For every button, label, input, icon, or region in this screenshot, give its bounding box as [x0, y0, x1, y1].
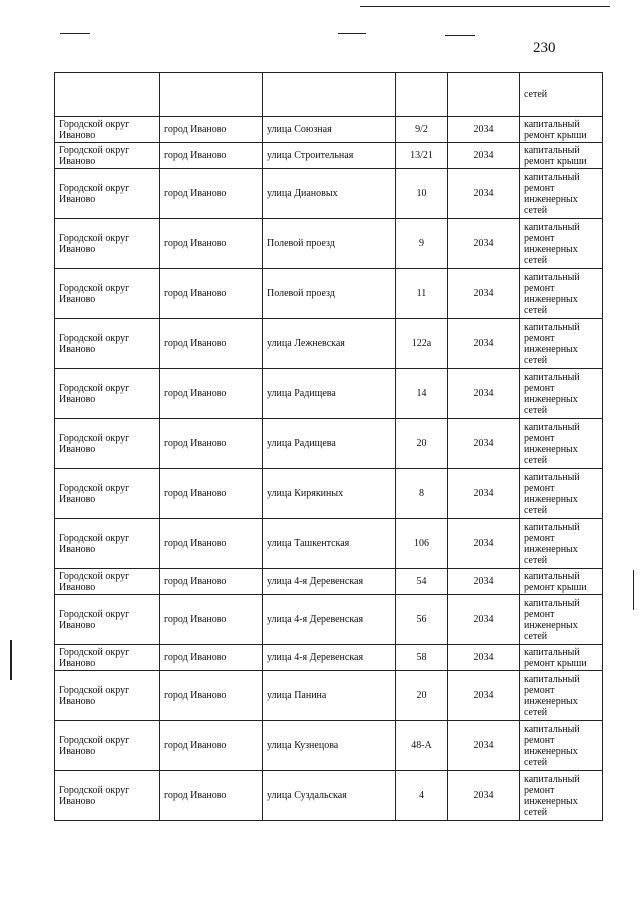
- city-cell: город Иваново: [160, 143, 263, 169]
- work-cell: капитальный ремонт инженерных сетей: [520, 269, 603, 319]
- scan-artifact-line: [10, 640, 12, 680]
- district-cell: Городской округ Иваново: [55, 219, 160, 269]
- work-cell: капитальный ремонт крыши: [520, 569, 603, 595]
- street-cell: Полевой проезд: [263, 269, 396, 319]
- housing-repair-table: [54, 72, 603, 821]
- district-cell: Городской округ Иваново: [55, 143, 160, 169]
- house-cell: 11: [396, 269, 448, 319]
- city-cell: город Иваново: [160, 569, 263, 595]
- continued-row: [55, 73, 603, 117]
- work-cell: капитальный ремонт инженерных сетей: [520, 595, 603, 645]
- house-cell: 8: [396, 469, 448, 519]
- house-cell: [396, 73, 448, 117]
- work-cell: капитальный ремонт инженерных сетей: [520, 319, 603, 369]
- work-cell: капитальный ремонт инженерных сетей: [520, 369, 603, 419]
- table-row: [55, 671, 603, 721]
- work-cell: сетей: [520, 73, 603, 117]
- district-cell: Городской округ Иваново: [55, 721, 160, 771]
- house-cell: 122а: [396, 319, 448, 369]
- district-cell: Городской округ Иваново: [55, 419, 160, 469]
- year-cell: [448, 73, 520, 117]
- year-cell: 2034: [448, 219, 520, 269]
- work-cell: капитальный ремонт крыши: [520, 143, 603, 169]
- city-cell: город Иваново: [160, 519, 263, 569]
- district-cell: [55, 73, 160, 117]
- city-cell: город Иваново: [160, 169, 263, 219]
- table-row: [55, 319, 603, 369]
- scan-artifact-line: [445, 35, 475, 36]
- city-cell: [160, 73, 263, 117]
- scan-artifact-line: [338, 33, 366, 34]
- year-cell: 2034: [448, 595, 520, 645]
- district-cell: Городской округ Иваново: [55, 169, 160, 219]
- district-cell: Городской округ Иваново: [55, 469, 160, 519]
- year-cell: 2034: [448, 645, 520, 671]
- district-cell: Городской округ Иваново: [55, 117, 160, 143]
- district-cell: Городской округ Иваново: [55, 771, 160, 821]
- year-cell: 2034: [448, 419, 520, 469]
- city-cell: город Иваново: [160, 219, 263, 269]
- year-cell: 2034: [448, 519, 520, 569]
- table-row: [55, 519, 603, 569]
- district-cell: Городской округ Иваново: [55, 595, 160, 645]
- city-cell: город Иваново: [160, 595, 263, 645]
- house-cell: 106: [396, 519, 448, 569]
- year-cell: 2034: [448, 671, 520, 721]
- year-cell: 2034: [448, 469, 520, 519]
- table-row: [55, 117, 603, 143]
- house-cell: 48-А: [396, 721, 448, 771]
- table-row: [55, 169, 603, 219]
- year-cell: 2034: [448, 721, 520, 771]
- work-cell: капитальный ремонт инженерных сетей: [520, 721, 603, 771]
- street-cell: улица Суздальская: [263, 771, 396, 821]
- street-cell: улица Радищева: [263, 369, 396, 419]
- street-cell: улица 4-я Деревенская: [263, 645, 396, 671]
- table-row: [55, 469, 603, 519]
- year-cell: 2034: [448, 169, 520, 219]
- year-cell: 2034: [448, 569, 520, 595]
- house-cell: 56: [396, 595, 448, 645]
- street-cell: улица Лежневская: [263, 319, 396, 369]
- house-cell: 14: [396, 369, 448, 419]
- street-cell: [263, 73, 396, 117]
- table-row: [55, 645, 603, 671]
- house-cell: 9/2: [396, 117, 448, 143]
- table-row: [55, 595, 603, 645]
- work-cell: капитальный ремонт инженерных сетей: [520, 419, 603, 469]
- house-cell: 20: [396, 419, 448, 469]
- table-row: [55, 569, 603, 595]
- street-cell: улица Кузнецова: [263, 721, 396, 771]
- work-cell: капитальный ремонт инженерных сетей: [520, 671, 603, 721]
- street-cell: улица Ташкентская: [263, 519, 396, 569]
- city-cell: город Иваново: [160, 671, 263, 721]
- city-cell: город Иваново: [160, 771, 263, 821]
- table-row: [55, 269, 603, 319]
- page-number: 230: [533, 40, 556, 56]
- table-body: [55, 73, 603, 821]
- district-cell: Городской округ Иваново: [55, 319, 160, 369]
- scan-artifact-line: [633, 570, 634, 610]
- work-cell: капитальный ремонт инженерных сетей: [520, 519, 603, 569]
- work-cell: капитальный ремонт инженерных сетей: [520, 219, 603, 269]
- city-cell: город Иваново: [160, 419, 263, 469]
- year-cell: 2034: [448, 369, 520, 419]
- city-cell: город Иваново: [160, 319, 263, 369]
- work-cell: капитальный ремонт инженерных сетей: [520, 169, 603, 219]
- table-row: [55, 771, 603, 821]
- year-cell: 2034: [448, 269, 520, 319]
- year-cell: 2034: [448, 319, 520, 369]
- street-cell: Полевой проезд: [263, 219, 396, 269]
- district-cell: Городской округ Иваново: [55, 369, 160, 419]
- work-cell: капитальный ремонт крыши: [520, 117, 603, 143]
- district-cell: Городской округ Иваново: [55, 519, 160, 569]
- street-cell: улица Диановых: [263, 169, 396, 219]
- street-cell: улица 4-я Деревенская: [263, 595, 396, 645]
- city-cell: город Иваново: [160, 721, 263, 771]
- year-cell: 2034: [448, 117, 520, 143]
- table-row: [55, 369, 603, 419]
- district-cell: Городской округ Иваново: [55, 671, 160, 721]
- house-cell: 20: [396, 671, 448, 721]
- street-cell: улица Панина: [263, 671, 396, 721]
- city-cell: город Иваново: [160, 117, 263, 143]
- district-cell: Городской округ Иваново: [55, 645, 160, 671]
- work-cell: капитальный ремонт инженерных сетей: [520, 771, 603, 821]
- house-cell: 9: [396, 219, 448, 269]
- year-cell: 2034: [448, 143, 520, 169]
- city-cell: город Иваново: [160, 645, 263, 671]
- district-cell: Городской округ Иваново: [55, 569, 160, 595]
- street-cell: улица Кирякиных: [263, 469, 396, 519]
- house-cell: 4: [396, 771, 448, 821]
- city-cell: город Иваново: [160, 469, 263, 519]
- district-cell: Городской округ Иваново: [55, 269, 160, 319]
- street-cell: улица Строительная: [263, 143, 396, 169]
- work-cell: капитальный ремонт крыши: [520, 645, 603, 671]
- city-cell: город Иваново: [160, 269, 263, 319]
- house-cell: 13/21: [396, 143, 448, 169]
- city-cell: город Иваново: [160, 369, 263, 419]
- table-row: [55, 143, 603, 169]
- scan-artifact-line: [60, 33, 90, 34]
- street-cell: улица Радищева: [263, 419, 396, 469]
- year-cell: 2034: [448, 771, 520, 821]
- house-cell: 54: [396, 569, 448, 595]
- table-row: [55, 219, 603, 269]
- street-cell: улица Союзная: [263, 117, 396, 143]
- work-cell: капитальный ремонт инженерных сетей: [520, 469, 603, 519]
- house-cell: 10: [396, 169, 448, 219]
- scan-artifact-line: [360, 6, 610, 7]
- street-cell: улица 4-я Деревенская: [263, 569, 396, 595]
- table-row: [55, 721, 603, 771]
- house-cell: 58: [396, 645, 448, 671]
- table-row: [55, 419, 603, 469]
